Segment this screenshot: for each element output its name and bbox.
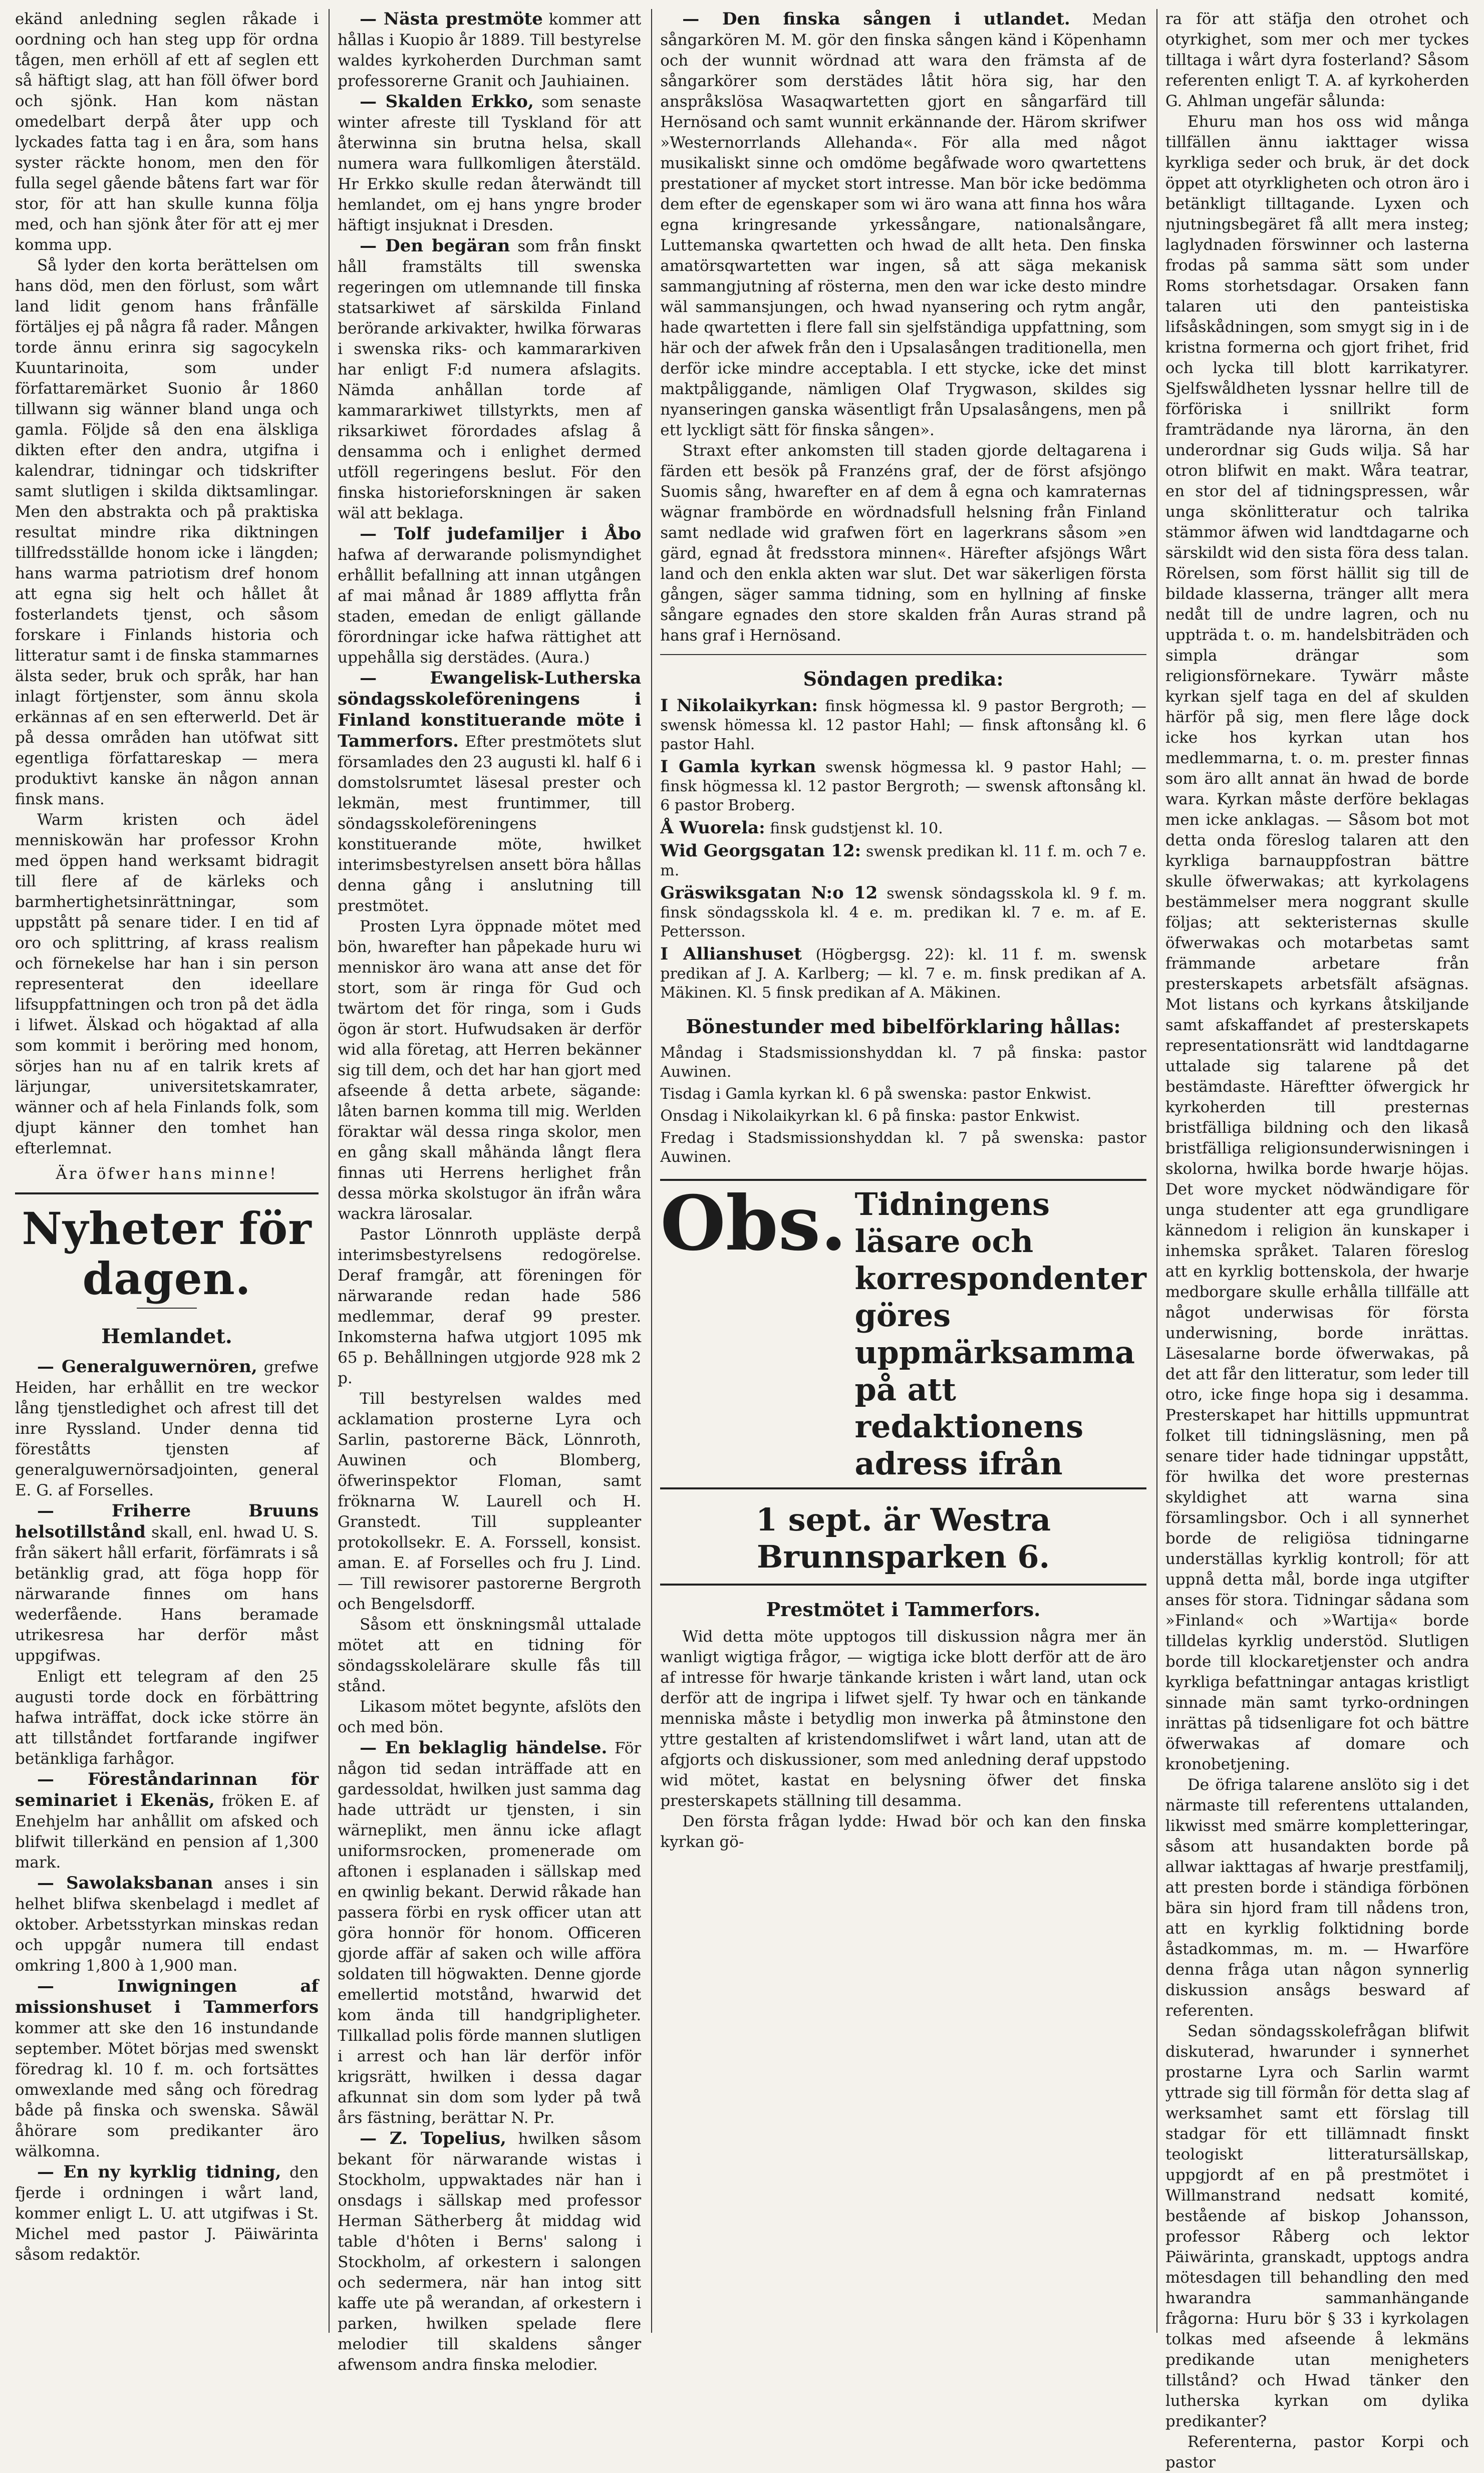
article-heading: Prestmötet i Tammerfors. — [766, 1598, 1041, 1621]
item-text: den fjerde i ordningen i wårt land, kommer enligt L. U. att utgifwas i St. Michel med pastor J. Päiwärinta såsom redaktör. — [15, 2163, 319, 2264]
news-item — [338, 9, 641, 92]
news-item — [338, 236, 641, 524]
news-item — [338, 92, 641, 236]
masthead: Nyheter för dagen. — [22, 1202, 312, 1305]
item-text: Prosten Lyra öppnade mötet med bön, hwarefter han påpekade huru wi menniskor äro wana att anse det för stort, som är ringa för Gud och twärtom det för ringa, som i Guds ögon är stort. Hufwudsaken är derför wid alla företag, att Herren bekänner sig till dem, och det har han gjort med afseende å detta arbete, sägande: låten barnen komma till mig. Werlden föraktar wäl dessa ringa skolor, men en gång skall måhända långt flera finnas uti Herrens herlighet från dessa mörka skolstugor än ifrån wåra wackra lärosalar. — [338, 917, 642, 1223]
news-item — [338, 1697, 641, 1738]
item-text: Likasom mötet begynte, afslöts den och med bön. — [338, 1698, 642, 1736]
list-item: Onsdag i Nikolaikyrkan kl. 6 på finska: pastor Enkwist. — [660, 1107, 1080, 1125]
item-text: Enligt ett telegram af den 25 augusti torde dock en förbättring hafwa inträffat, dock icke större än att tillståndet fortfarande ingifwer betänkliga farhågor. — [15, 1668, 319, 1768]
list-item: Fredag i Stadsmissionshyddan kl. 7 på swenska: pastor Auwinen. — [660, 1129, 1146, 1166]
column-2 — [329, 9, 642, 2374]
item-text: swensk predikan kl. 11 f. m. och 7 e. m. — [660, 843, 1146, 879]
item-text: Till bestyrelsen waldes med acklamation prosterne Lyra och Sarlin, pastorerne Bäck, Lönnroth, Auwinen och Blomberg, öfwerinspektor Floman, samt fröknarna W. Laurell och H. Granstedt. Till suppleanter protokollsekr. E. A. Forssell, konsist. aman. E. af Forselles och fru J. Lind. — Till rewisorer pastorerne Bergroth och Bengelsdorff. — [338, 1390, 642, 1613]
item-lead: — Friherre Bruuns helsotillstånd — [15, 1501, 319, 1542]
paragraph: Ehuru man hos oss wid många tillfällen ännu iakttager wissa kyrkliga seder och bruk, är det dock öppet att otyrkligheten och otron äro i betänkligt tilltagande. Lyxen och njutningsbegäret få allt mera insteg; laglydnaden förswinner och lasterna frodas på samma sätt som under Roms storhetsdagar. Orsaken fann talaren uti den panteistiska lifsåskådningen, som smygt sig in i de kristna formerna och gjort frihet, frid och lycka till blott karrikatyrer. Sjelfswåldheten lyssnar hellre till de förföriska i snillrikt form framträdande nya lärorna, än den underordnar sig Guds wilja. Så har otron blifwit en makt. Wåra teatrar, en stor del af tidningspressen, wår unga skönlitteratur och talrika stämmor äfwen wid landtdagarne och särskildt wid den sista föra dess talan. Rörelsen, som först hällit sig till de bildade klasserna, tränger allt mera nedåt till de undre lagren, och nu uppträda t. o. m. handelsbiträden och simpla drängar som religionsförnekare. Tywärr måste kyrkan sjelf taga en del af skulden härför på sig, men flere låge dock icke hos kyrkan utan hos medlemmarna, t. o. m. prester finnas som äro allt annat än hwad de borde wara. Kyrkan måste derföre beklagas men icke anklagas. — Såsom bot mot detta onda föreslog talaren att den kyrkliga barnauppfostran bättre skulle öfwerwakas; att kyrkolagens bestämmelser mera noggrant skulle följas; att sekteristernas skulle öfwerwakas och motarbetas samt främmande arbetare från presterskapets arbetsfält afsägnas. Mot listans och kyrkans åtskiljande samt afskaffandet af presterskapets representationsrätt wid landtdagarne uttalade sig talarene på det bestämdaste. Häreftter öfwergick hr kyrkoherden till presternas bristfälliga bildning och den likaså bristfälliga religionsunderwisningen i skolorna, hwilka borde hwarje höjas. Det wore mycket nödwändigare för unga studenter att ega grundligare kännedom i religion än kunskaper i inhemska språket. Talaren föreslog att en kyrklig bottenskola, der hwarje medborgare skulle erhålla tillfälle att något underwisas för första underwisning, borde inrättas. Läsesalarne borde öfwerwakas, på det att får den litteratur, som leder till otro, icke finge hopa sig i desamma. Presterskapet har hittills uppmuntrat folket till tidningsläsning, men på senare tider hade tidningar uppstått, för hwilka det wore presternas skyldighet att warna sina församlingsbor. Och i all synnerhet borde de religiösa tidningarne underställas kyrklig kontroll; för att uppnå detta mål, borde inga utgifter anses för stora. Tidningar sådana som »Finland« och »Wartija« borde tilldelas kyrklig understöd. Slutligen borde till klockaretjenster och andra kyrkliga befattningar antagas kristligt sinnade män samt tyrko-ordningen inrättas på tidsenligare fot och bättre öfwerwakas af domare och kronobetjening. — [1165, 113, 1469, 1773]
list-item: Måndag i Stadsmissionshyddan kl. 7 på finska: pastor Auwinen. — [660, 1044, 1146, 1081]
paragraph: ekänd anledning seglen råkade i oordning och han steg upp för ordna tågen, men erhöll af ett af seglen ett så häftigt slag, att han föll öfwer bord och sjönk. Han kom nästan omedelbart derpå åter upp och lyckades fatta tag i en åra, som hans syster räckte honom, men den för fulla segel gående båtens fart war för stor, för att han skulle kunna följa med, och han sjönk åter för att ej mer komma upp. — [15, 10, 319, 254]
notice-text: Tidningens läsare och korrespondenter göres uppmärksamma på att redaktionens adress ifrån — [854, 1186, 1146, 1482]
paragraph: Så lyder den korta berättelsen om hans död, men den förlust, som wårt land lidit genom hans frånfälle förtäljes ej på några få rader. Mången torde ännu erinra sig sagocykeln Kuuntarinoita, som under författaremärket Suonio år 1860 tillwann sig wänner bland unga och gamla. Följde så den ena älskliga dikten efter den andra, utgifna i kalendrar, tidningar och tidskrifter samt slutligen i skilda diktsamlingar. Men den abstrakta och på praktiska resultat mindre rika diktningen tillfredsställde honom icke i längden; hans warma patriotism dref honom att egna sig helt och hållet åt fosterlandets tjenst, och såsom forskare i Finlands historia och litteratur samt i de finska stammarnes älsta seder, bruk och språk, har han inlagt förtjenster, som ännu skola erkännas af en sen efterwerld. Det är på dessa områden han utöfwat sitt egentliga författareskap — mera produktivt kanske än någon annan finsk mans. — [15, 256, 319, 808]
item-text: Efter prestmötets slut församlades den 23 augusti kl. half 6 i domstolsrumtet läsesal prester och lekmän, mest fruntimmer, till söndagsskoleföreningens konstituerande möte, hwilket interimsbestyrelsen ansett böra hållas denna gång i anslutning till prestmötet. — [338, 733, 642, 915]
item-text: hwilken såsom bekant för närwarande wistas i Stockholm, uppwaktades när han i onsdags i sällskap med professor Herman Sätherberg åt middag wid table d'hôten i Berns' salong i Stockholm, af orkestern i salongen och sedermera, när han intog sitt kaffe ute på werandan, af orkestern i parken, hwilken spelade flere melodier till skaldens sånger afwensom andra finska melodier. — [338, 2130, 642, 2374]
notice-address: 1 sept. är Westra Brunnsparken 6. — [756, 1501, 1051, 1575]
item-lead: Å Wuorela: — [660, 818, 765, 838]
paragraph: Den första frågan lydde: Hwad bör och kan den finska kyrkan gö- — [660, 1812, 1146, 1851]
news-item — [338, 2128, 641, 2375]
paragraph: De öfriga talarene anslöto sig i det närmaste till referentens uttalanden, likwisst med smärre kompletteringar, såsom att husandakten borde på allwar iakttagas af hwarje prestfamilj, att presten borde i ständiga förbönen bära sin hjord fram till nådens tron, att en kyrklig folktidning borde åstadkommas, m. m. — Hwarföre denna fråga utan någon synnerlig diskussion ansågs besward af referenten. — [1165, 1776, 1469, 2020]
news-item — [660, 9, 1146, 441]
item-lead: — Ewangelisk-Lutherska söndagsskoleföreningens i Finland konstituerande möte i Tammerfors. — [338, 668, 642, 751]
item-text: skall, enl. hwad U. S. från säkert håll erfarit, förfämrats i så betänklig grad, att föga hopp för närwarande finnes om hans wederfående. Hans beramade utrikesresa har derför måst uppgifwas. — [15, 1523, 319, 1665]
item-lead: Gräswiksgatan N:o 12 — [660, 883, 878, 903]
item-lead: — Tolf judefamiljer i Åbo — [360, 524, 642, 544]
item-text: Straxt efter ankomsten till staden gjorde deltagarena i färden ett besök på Franzéns graf, der de först afsjöngo Suomis sång, hwarefter en af dem å egna och kamraternas wägnar frambörde en wördnadsfull helsning från Finland samt nedlade wid grafwen fört en lagerkrans såsom »en gärd, egnad åt fredsstora minnen«. Härefter afsjöngs Wårt land och den enkla akten war slut. Det war säkerligen första gången, säger samma tidning, som en hyllning af finske sångare egnades den store skalden från Auras strand på hans graf i Hernösand. — [660, 442, 1146, 645]
news-item — [15, 1666, 319, 1769]
news-item — [15, 1357, 319, 1501]
item-text: För någon tid sedan inträffade att en gardessoldat, hwilken just samma dag hade utträdt ur tjensten, i sin wärneplikt, men ännu icke aflagt uniformsrocken, promenerade om aftonen i esplanaden i sällskap med en qwinlig bekant. Derwid råkade han passera förbi en rysk officer utan att göra honnör för honom. Officeren gjorde affär af saken och wille afföra soldaten till högwakten. Denne gjorde emellertid motstånd, hwarwid det kom ända till handgripligheter. Tillkallad polis förde mannen slutligen i arrest och han lär derför inför krigsrätt, hwilken i dessa dagar afkunnat sin dom som lyder på twå års fästning, berättar N. Pr. — [338, 1739, 642, 2127]
paragraph: Sedan söndagsskolefrågan blifwit diskuterad, hwarunder i synnerhet prostarne Lyra och Sarlin warmt yttrade sig till förmån för detta slag af werksamhet samt ett förslag till stadgar för ett tillämnadt finskt teologiskt litteratursällskap, uppgjordt af en på prestmötet i Willmanstrand nedsatt komité, bestående af biskop Johansson, professor Råberg och lektor Päiwärinta, granskadt, upptogs andra mötesdagen till behandling den med hwarandra sammanhängande frågorna: Huru bör § 33 i kyrkolagen tolkas med afseende å lekmäns predikande utan menigheters tillstånd? och Hwad tänker den lutherska kyrkan om dylika predikanter? — [1165, 2022, 1469, 2430]
column-3 — [651, 9, 1146, 2333]
list-item — [660, 883, 1146, 942]
item-text: swensk söndagsskola kl. 9 f. m. finsk söndagsskola kl. 4 e. m. predikan kl. 7 e. m. af E. Pettersson. — [660, 885, 1146, 941]
item-lead: — Generalguwernören, — [37, 1357, 257, 1377]
item-lead: — Sawolaksbanan — [37, 1873, 213, 1893]
memorial-line: Ära öfwer hans minne! — [56, 1165, 278, 1183]
news-item — [338, 1389, 641, 1615]
section-heading: Hemlandet. — [101, 1325, 232, 1348]
item-text: som från finskt håll framstälts till swenska regeringen om utlemnande till finska statsarkiwet af särskilda Finland berörande arkivakter, hwilka förwaras i swenska riks- och kammararkiven har enligt F:d numera afslagits. Nämda anhållan torde af kammararkiwet tillstyrkts, men af riksarkiwet förordades afslag å densamma och i enlighet dermed utföll regeringens beslut. För den finska historieforskningen är saken wäl att beklaga. — [338, 237, 642, 522]
list-item — [660, 841, 1146, 880]
list-item — [660, 696, 1146, 754]
item-text: som senaste winter afreste till Tyskland för att återwinna sin brutna helsa, skall numera wara fullkomligen återstäld. Hr Erkko skulle redan återwändt till hemlandet, om ej hans yngre broder häftigt insjuknat i Dresden. — [338, 93, 642, 234]
list-item — [660, 757, 1146, 815]
divider — [660, 1584, 1146, 1586]
list-item: Tisdag i Gamla kyrkan kl. 6 på swenska: pastor Enkwist. — [660, 1085, 1092, 1103]
item-text: fröken E. af Enehjelm har anhållit om afsked och blifwit tillerkänd en pension af 1,300 mark. — [15, 1792, 319, 1872]
item-text: finsk gudstjenst kl. 10. — [770, 820, 943, 837]
news-item — [15, 1501, 319, 1666]
news-item — [338, 668, 641, 916]
item-text: hafwa af derwarande polismyndighet erhållit befallning att innan utgången af mai månad år 1889 afflytta från staden, emedan de enligt gällande förordningar icke hafwa rättighet att uppehålla sig derstädes. (Aura.) — [338, 546, 642, 667]
divider — [137, 1308, 197, 1309]
item-text: Pastor Lönnroth uppläste derpå interimsbestyrelsens redogörelse. Deraf framgår, att föreningen för närwarande redan hade 586 medlemmar, deraf 99 prester. Inkomsterna hafwa utgjort 1095 mk 65 p. Behållningen utgjorde 928 mk 2 p. — [338, 1225, 642, 1387]
news-item — [660, 441, 1146, 646]
sermon-list — [660, 696, 1146, 1003]
item-lead: — En ny kyrklig tidning, — [37, 2162, 281, 2182]
news-item — [338, 524, 641, 668]
divider — [15, 1192, 319, 1194]
notice-box — [660, 1179, 1146, 1489]
prayer-list — [660, 1044, 1146, 1167]
column-4 — [1156, 9, 1469, 2471]
item-text: grefwe Heiden, har erhållit en tre weckor lång tjenstledighet och afrest till det inre Ryssland. Under denna tid föreståtts tjensten af generalguwernörsadjointen, general E. G. af Forselles. — [15, 1358, 319, 1499]
item-lead: — Den finska sången i utlandet. — [682, 9, 1070, 29]
item-text: (Högbergsg. 22): kl. 11 f. m. swensk predikan af J. A. Karlberg; — kl. 7 e. m. finsk predikan af A. Mäkinen. Kl. 5 finsk predikan af A. Mäkinen. — [660, 946, 1146, 1002]
paragraph: ra för att stäfja den otrohet och otyrkighet, som mer och mer tyckes tilltaga i wårt dyra fosterland? Såsom referenten enligt T. A. af kyrkoherden G. Ahlman ungefär sålunda: — [1165, 10, 1469, 110]
item-text: swensk högmessa kl. 9 pastor Hahl; — finsk högmessa kl. 12 pastor Bergroth; — swensk aftonsång kl. 6 pastor Broberg. — [660, 759, 1146, 814]
item-lead: — Z. Topelius, — [360, 2128, 506, 2148]
news-item — [338, 916, 641, 1224]
news-item — [338, 1615, 641, 1697]
news-item — [15, 1769, 319, 1873]
item-text: kommer att hållas i Kuopio år 1889. Till bestyrelse waldes kyrkoherden Durchman samt professorerne Granit och Jauhiainen. — [338, 11, 642, 90]
list-item — [660, 818, 1146, 838]
item-text: Såsom ett önskningsmål uttalade mötet att en tidning för söndagsskolelärare skulle fås till stånd. — [338, 1616, 642, 1695]
notice-big-word: Obs. — [660, 1179, 847, 1268]
news-item — [15, 1873, 319, 1976]
divider — [660, 654, 1146, 655]
news-item — [338, 1224, 641, 1389]
item-lead: — Föreståndarinnan för seminariet i Ekenäs, — [15, 1769, 319, 1810]
item-text: Medan sångarkören M. M. gör den finska sången känd i Köpenhamn och der wunnit wördnad att wara den främsta af de sångarkörer som derstädes låtit höra sig, har den anspråkslösa Wasaqwartetten gjort en sångarfärd till Hernösand och samt wunnit erkännande der. Härom skrifwer »Westernorrlands Allehanda«. För alla med något musikaliskt sinne och omdöme begåfwade woro qwartettens prestationer af mycket stort intresse. Man bör icke bedömma dem efter de egenskaper som wi äro wana att finna hos wåra egna kringresande yrkessångare, nationalsångare, Luttemanska qwartetten och hwad de allt heta. Den finska amatörsqwartetten war ingen, så att säga mekanisk sammangjutning af rösterna, men den war icke desto mindre wäl sammansjungen, och hwad nyansering och rytm angår, hade qwartetten i flere fall sin sjelfständiga uppfattning, som här och der afwek från den i Upsalasången traditionella, men derför icke mindre acceptabla. I ett stycke, icke det minst maktpåliggande, nämligen Olaf Trygwason, skildes sig nyanseringen ganska wäsentligt från Upsalasångens, men på ett lyckligt sätt för finska sången». — [660, 11, 1146, 439]
news-item — [15, 2162, 319, 2265]
column-1 — [15, 9, 319, 2333]
paragraph: Referenterna, pastor Korpi och pastor — [1165, 2433, 1469, 2471]
prayer-heading: Bönestunder med bibelförklaring hållas: — [686, 1015, 1121, 1038]
item-text: finsk högmessa kl. 9 pastor Bergroth; — swensk hömessa kl. 12 pastor Hahl; — finsk aftonsång kl. 6 pastor Hahl. — [660, 698, 1146, 753]
news-item — [338, 1738, 641, 2128]
paragraph: Wid detta möte upptogos till diskussion några mer än wanligt wigtiga frågor, — wigtiga icke blott derför att de äro af intresse för hwarje tänkande kristen i wårt land, utan ock derför att de ingripa i lifwet sjelf. Ty hwar och en tänkande menniska måste i betydlig mon inwerka på åtminstone den yttre gestalten af kristendomslifwet i wårt land, utan att de afgjorts och diskussioner, som med anledning deraf uppstodo wid mötet, kastat en belysning öfwer det finska presterskapets ställning till desamma. — [660, 1628, 1146, 1810]
item-lead: — En beklaglig händelse. — [360, 1738, 608, 1758]
item-lead: I Allianshuset — [660, 944, 802, 964]
item-lead: — Nästa prestmöte — [360, 9, 543, 29]
item-text: kommer att ske den 16 instundande september. Mötet börjas med swenskt föredrag kl. 10 f. m. och fortsättes omwexlande med sång och föredrag både på finska och swenska. Såwäl åhörare som predikanter äro wälkomna. — [15, 2019, 319, 2160]
list-item — [660, 945, 1146, 1003]
paragraph: Warm kristen och ädel menniskowän har professor Krohn med öppen hand werksamt bidragit till flere af de kärleks och barmhertighetsinrättningar, som uppstått på senare tider. I en tid af oro och splittring, af krass realism och förnekelse har han i sin person representerat den ideellare lifsuppfattningen och tron på det ädla i lifwet. Älskad och högaktad af alla som kommit i beröring med honom, sörjes han nu af en talrik krets af lärjungar, universitetskamrater, wänner och af hela Finlands folk, som djupt känner den tomhet han efterlemnat. — [15, 811, 319, 1157]
item-text: anses i sin helhet blifwa skenbelagd i medlet af oktober. Arbetsstyrkan minskas redan och uppgår numera till endast omkring 1,800 à 1,900 man. — [15, 1875, 319, 1975]
item-lead: — Skalden Erkko, — [360, 92, 534, 112]
item-lead: Wid Georgsgatan 12: — [660, 841, 861, 861]
sermon-heading: Söndagen predika: — [803, 668, 1004, 690]
news-item — [15, 1976, 319, 2162]
item-lead: I Nikolaikyrkan: — [660, 696, 818, 716]
item-lead: — Inwigningen af missionshuset i Tammerfors — [15, 1976, 319, 2017]
item-lead: I Gamla kyrkan — [660, 757, 816, 777]
item-lead: — Den begäran — [360, 236, 510, 256]
